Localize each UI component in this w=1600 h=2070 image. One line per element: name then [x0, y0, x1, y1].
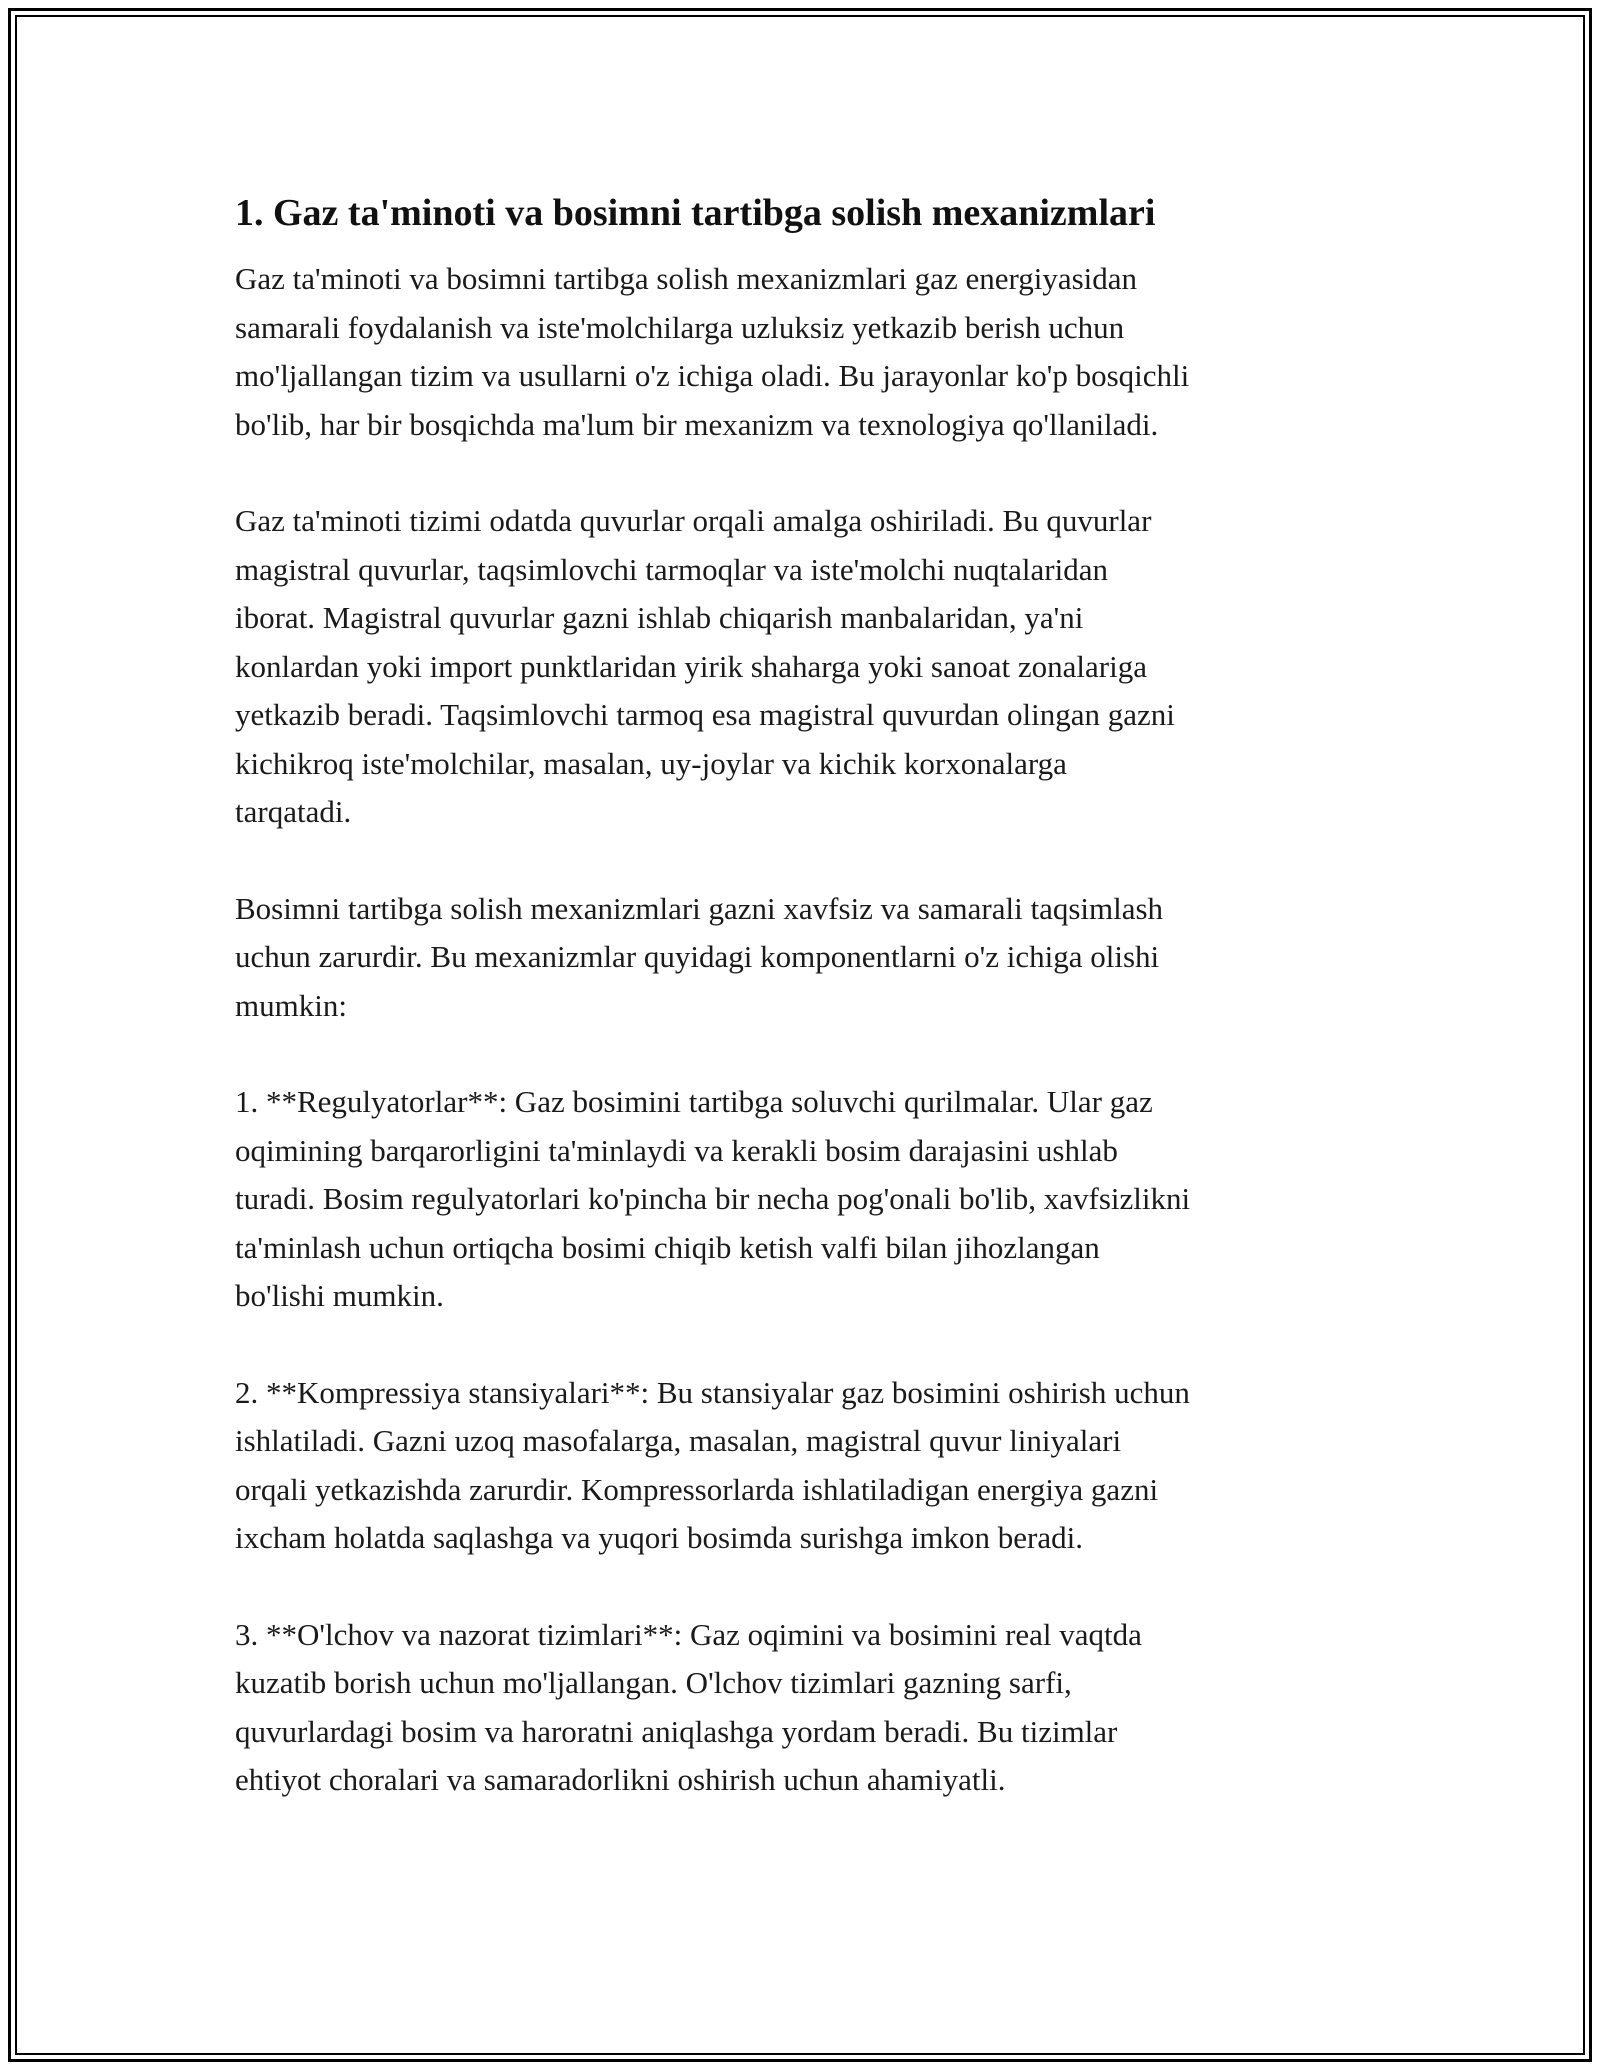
paragraph-intro: Gaz ta'minoti va bosimni tartibga solish mexanizmlari gaz energiyasidan samarali foydalanish va iste'molchilarga uzluksiz yetkazib berish uchun mo'ljallangan tizim va usullarni o'z ichiga oladi. Bu jarayonlar ko'p bosqichli bo'lib, har bir bosqichda ma'lum bir mexanizm va texnologiya qo'llaniladi.	[235, 261, 1190, 442]
list-item-regulators: 1. **Regulyatorlar**: Gaz bosimini tartibga soluvchi qurilmalar. Ular gaz oqimining barqarorligini ta'minlaydi va kerakli bosim darajasini ushlab turadi. Bosim regulyatorlari ko'pincha bir necha pog'onali bo'lib, xavfsizlikni ta'minlash uchun ortiqcha bosimi chiqib ketish valfi bilan jihozlangan bo'lishi mumkin.	[235, 1084, 1191, 1313]
list-item-measurement-systems: 3. **O'lchov va nazorat tizimlari**: Gaz oqimini va bosimini real vaqtda kuzatib borish uchun mo'ljallangan. O'lchov tizimlari gazning sarfi, quvurlardagi bosim va haroratni aniqlashga yordam beradi. Bu tizimlar ehtiyot choralari va samaradorlikni oshirish uchun ahamiyatli.	[235, 1616, 1142, 1797]
list-item-compression-stations: 2. **Kompressiya stansiyalari**: Bu stansiyalar gaz bosimini oshirish uchun ishlatiladi. Gazni uzoq masofalarga, masalan, magistral quvur liniyalari orqali yetkazishda zarurdir. Kompressorlarda ishlatiladigan energiya gazni ixcham holatda saqlashga va yuqori bosimda surishga imkon beradi.	[235, 1374, 1190, 1555]
paragraph-pressure-regulation: Bosimni tartibga solish mexanizmlari gazni xavfsiz va samarali taqsimlash uchun zarurdir. Bu mexanizmlar quyidagi komponentlarni o'z ichiga olishi mumkin:	[235, 890, 1164, 1023]
paragraph-gas-supply-system: Gaz ta'minoti tizimi odatda quvurlar orqali amalga oshiriladi. Bu quvurlar magistral quvurlar, taqsimlovchi tarmoqlar va iste'molchi nuqtalaridan iborat. Magistral quvurlar gazni ishlab chiqarish manbalaridan, ya'ni konlardan yoki import punktlaridan yirik shaharga yoki sanoat zonalariga yetkazib beradi. Taqsimlovchi tarmoq esa magistral quvurdan olingan gazni kichikroq iste'molchilar, masalan, uy-joylar va kichik korxonalarga tarqatadi.	[235, 503, 1175, 829]
document-title: 1. Gaz ta'minoti va bosimni tartibga solish mexanizmlari	[235, 192, 1156, 234]
document-body	[235, 185, 1380, 1853]
